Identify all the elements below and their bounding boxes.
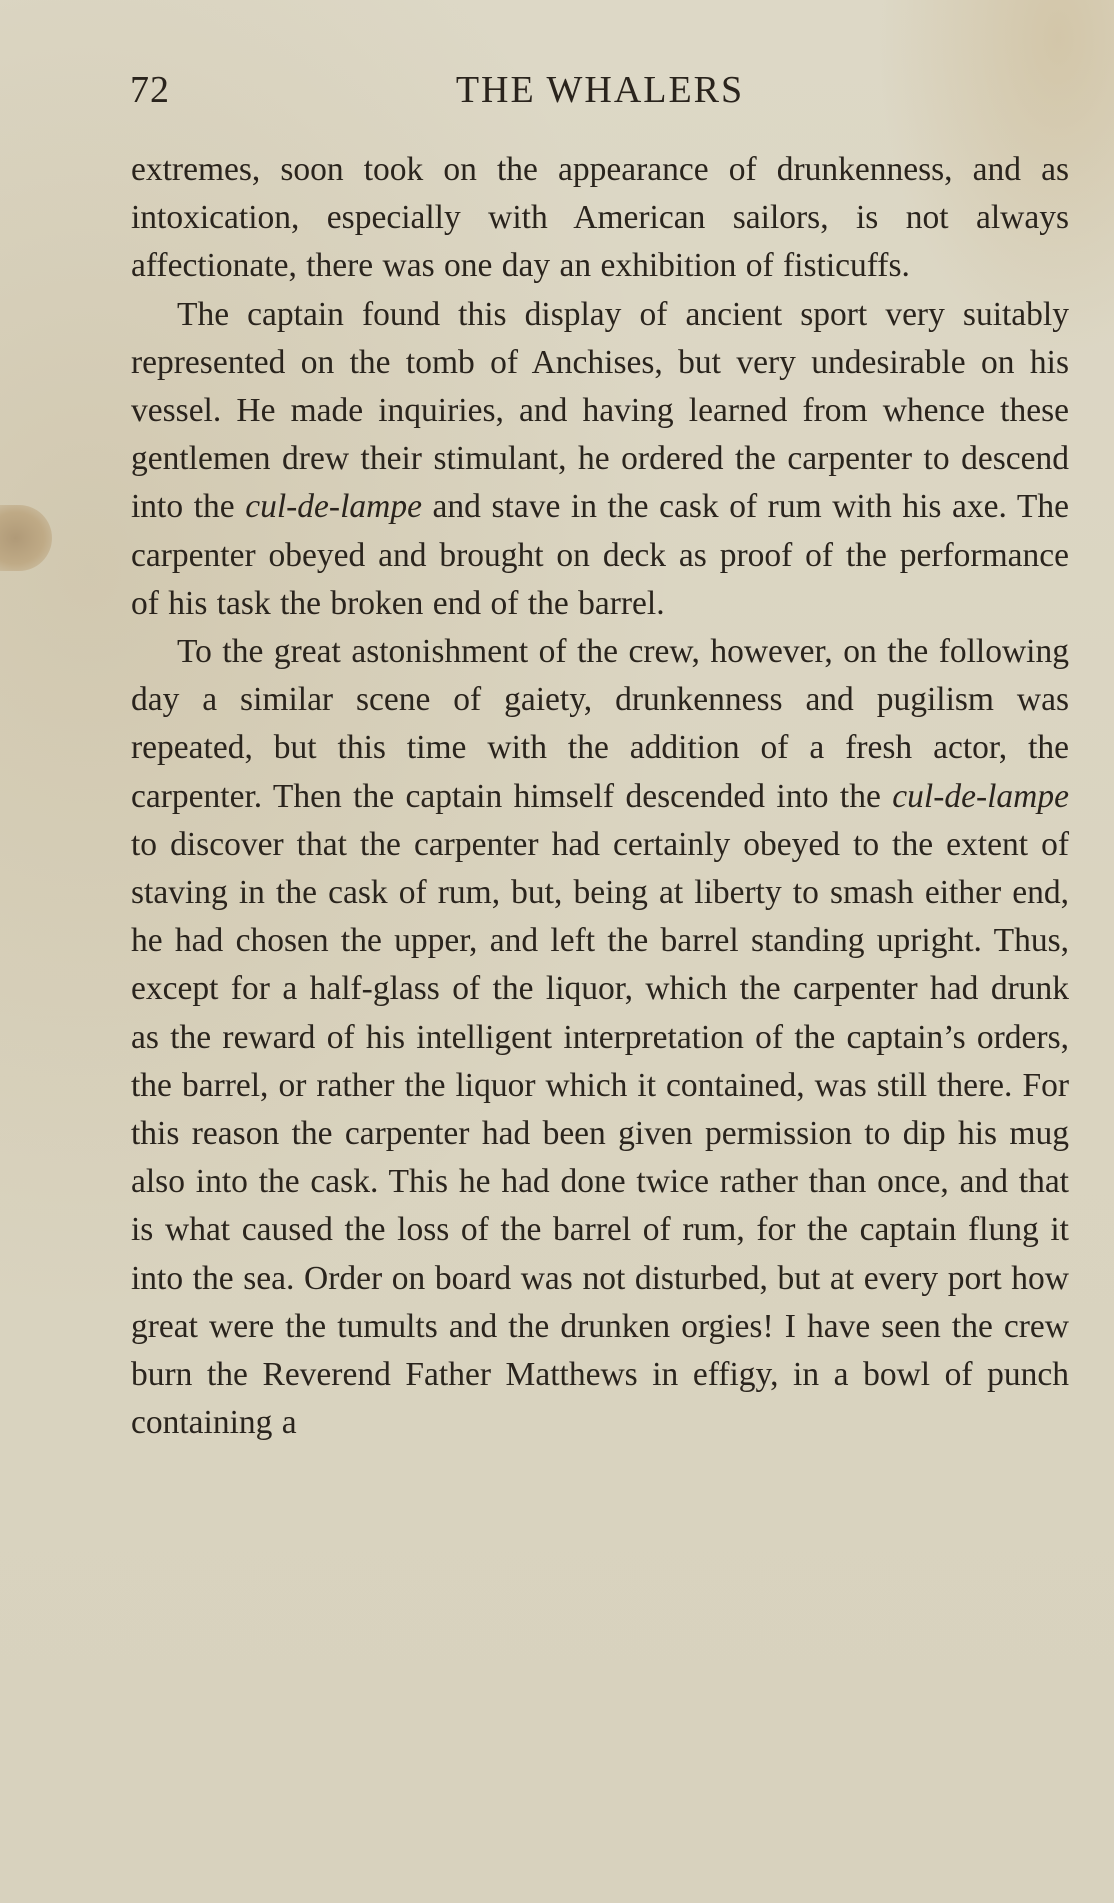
paper-stain	[0, 505, 52, 571]
paragraph-3-text-a: To the great astonishment of the crew, however, on the following day a similar scene of gaiety, drunkenness and pugilism was repeated, but this time with the addition of a fresh actor, the carpenter. Then the captain himself descended into the	[131, 633, 1069, 815]
paragraph-3-text-b: to discover that the carpenter had certainly obeyed to the extent of staving in the cask of rum, but, being at liberty to smash either end, he had chosen the upper, and left the barrel standing upright. Thus, except for a half-glass of the liquor, which the carpenter had drunk as the reward of his intelligent interpretation of the captain’s orders, the barrel, or rather the liquor which it contained, was still there. For this reason the carpenter had been given permission to dip his mug also into the cask. This he had done twice rather than once, and that is what caused the loss of the barrel of rum, for the captain flung it into the sea. Order on board was not disturbed, but at every port how great were the tumults and the drunken orgies! I have seen the crew burn the Reverend Father Matthews in effigy, in a bowl of punch containing a	[131, 825, 1069, 1442]
page-number: 72	[130, 69, 170, 111]
paragraph-3-italic-term: cul-de-lampe	[892, 777, 1069, 815]
paragraph-2-text-a: The captain found this display of ancient sport very suitably represented on the tomb of Anchises, but very undesirable on his vessel. He made inquiries, and having learned from whence these gentlemen drew their stimulant, he ordered the carpenter to descend into the	[131, 295, 1069, 526]
page-header	[130, 68, 1070, 118]
paragraph-1: extremes, soon took on the appearance of drunkenness, and as intoxication, especially with American sailors, is not always affectionate, there was one day an exhibition of fisticuffs.	[131, 151, 1069, 285]
running-title: THE WHALERS	[455, 69, 745, 111]
paragraph-2-italic-term: cul-de-lampe	[245, 488, 422, 526]
paragraph-3	[131, 628, 1069, 1447]
body-text	[131, 146, 1069, 1447]
paragraph-2	[131, 291, 1069, 628]
paragraph-2-text-b: and stave in the cask of rum with his axe. The carpenter obeyed and brought on deck as proof of the performance of his task the broken end of the barrel.	[131, 488, 1069, 622]
